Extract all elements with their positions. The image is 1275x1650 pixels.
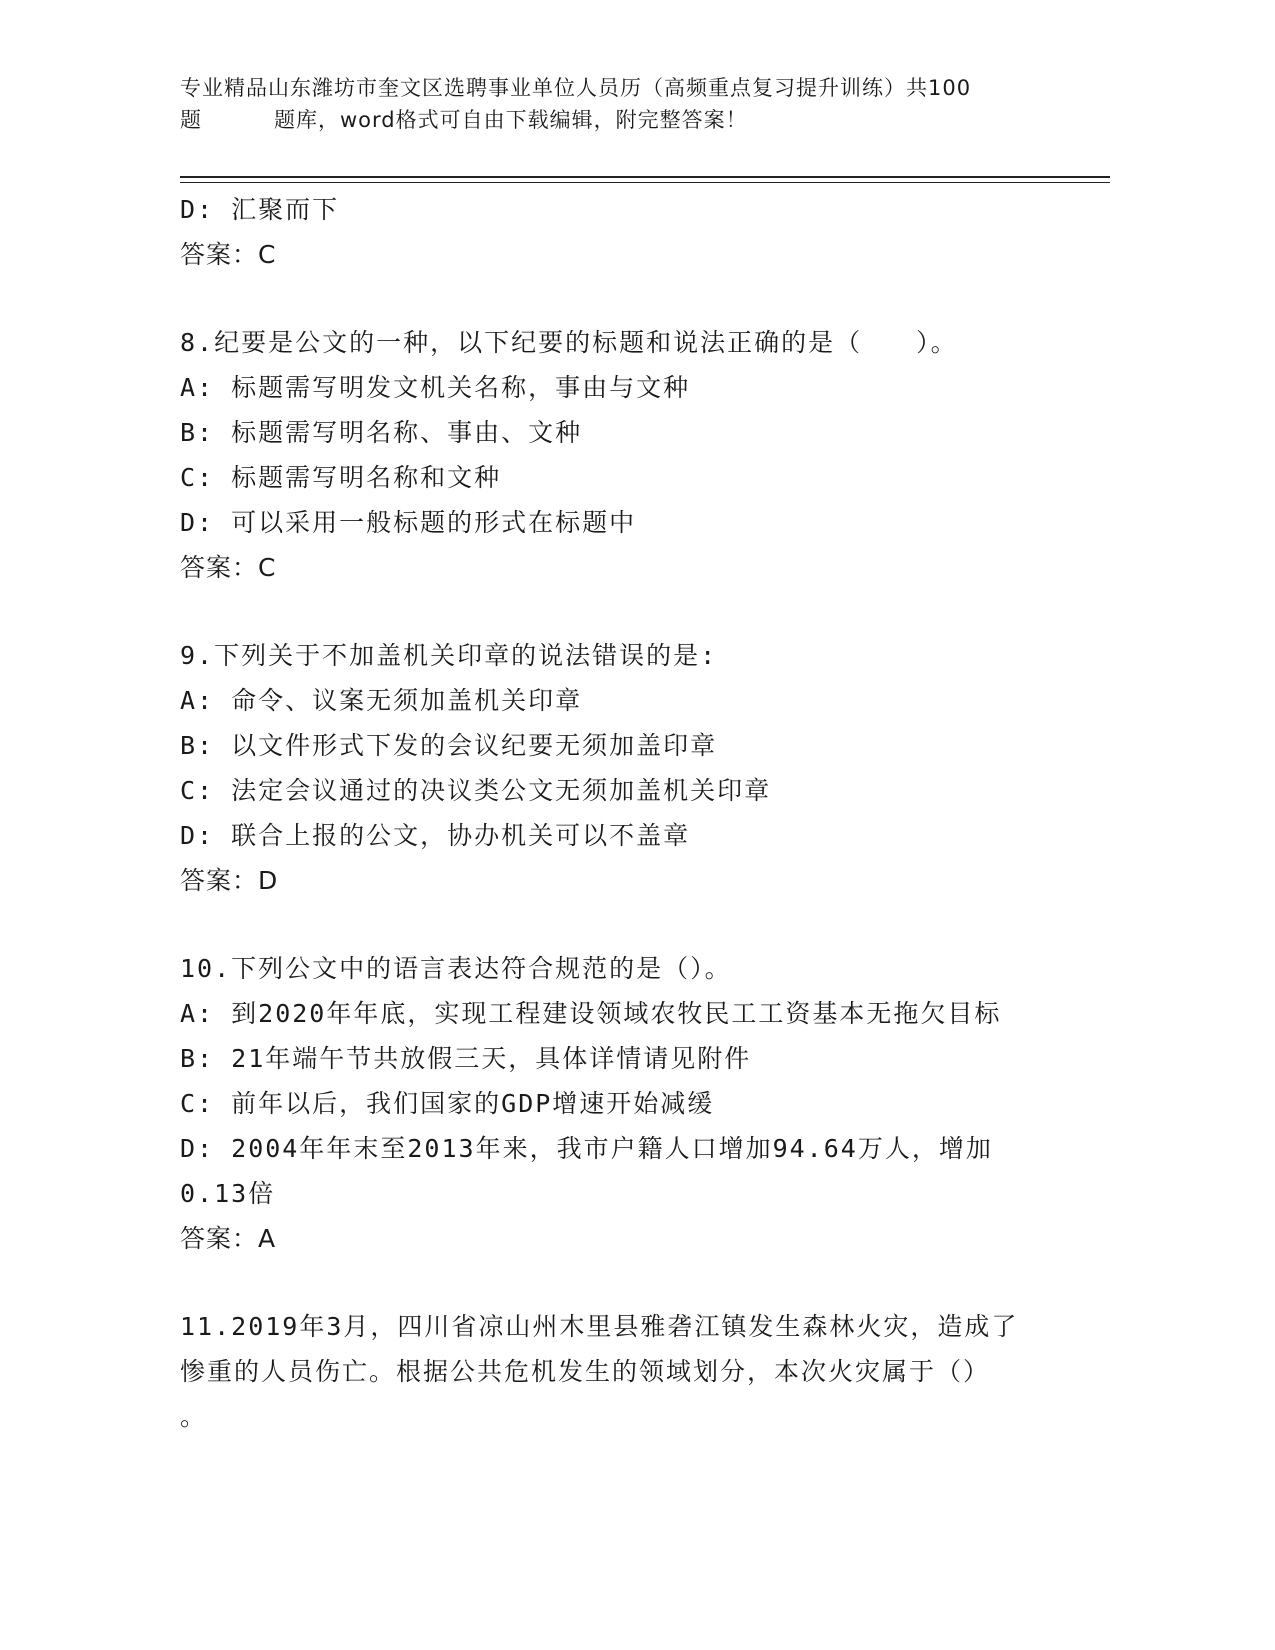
header-line-2-start: 题 xyxy=(180,108,202,132)
header-line-2-rest: 题库，word格式可自由下载编辑，附完整答案！ xyxy=(274,108,748,132)
option-a: A: 到2020年年底，实现工程建设领域农牧民工工资基本无拖欠目标 xyxy=(180,999,1002,1028)
answer-line: 答案：A xyxy=(180,1224,277,1253)
header-line-2 xyxy=(180,104,1110,136)
option-a: A: 标题需写明发文机关名称，事由与文种 xyxy=(180,373,691,402)
option-d: D: 汇聚而下 xyxy=(180,195,340,224)
option-b: B: 标题需写明名称、事由、文种 xyxy=(180,418,583,447)
option-d-continued: 0.13倍 xyxy=(180,1179,276,1208)
question-stem: 8.纪要是公文的一种，以下纪要的标题和说法正确的是（ ）。 xyxy=(180,328,958,357)
option-a: A: 命令、议案无须加盖机关印章 xyxy=(180,686,583,715)
option-b: B: 以文件形式下发的会议纪要无须加盖印章 xyxy=(180,731,718,760)
question-stem: 10.下列公文中的语言表达符合规范的是（）。 xyxy=(180,954,732,983)
question-stem-line-1: 11.2019年3月，四川省凉山州木里县雅砻江镇发生森林火灾，造成了 xyxy=(180,1312,1019,1341)
option-c: C: 前年以后，我们国家的GDP增速开始减缓 xyxy=(180,1089,715,1118)
question-stem: 9.下列关于不加盖机关印章的说法错误的是: xyxy=(180,641,718,670)
page-header xyxy=(180,72,1110,136)
document-page xyxy=(180,0,1110,1650)
option-d: D: 可以采用一般标题的形式在标题中 xyxy=(180,508,637,537)
option-d: D: 2004年年末至2013年来，我市户籍人口增加94.64万人，增加 xyxy=(180,1134,993,1163)
question-stem-line-3: 。 xyxy=(180,1402,208,1431)
option-b: B: 21年端午节共放假三天，具体详情请见附件 xyxy=(180,1044,752,1073)
answer-line: 答案：C xyxy=(180,240,277,269)
option-d: D: 联合上报的公文，协办机关可以不盖章 xyxy=(180,821,691,850)
option-c: C: 标题需写明名称和文种 xyxy=(180,463,502,492)
answer-line: 答案：C xyxy=(180,553,277,582)
question-stem-line-2: 惨重的人员伤亡。根据公共危机发生的领域划分，本次火灾属于（） xyxy=(180,1357,991,1386)
option-c: C: 法定会议通过的决议类公文无须加盖机关印章 xyxy=(180,776,772,805)
header-line-1: 专业精品山东潍坊市奎文区选聘事业单位人员历（高频重点复习提升训练）共100 xyxy=(180,76,972,100)
answer-line: 答案：D xyxy=(180,866,279,895)
header-rule-thick xyxy=(180,176,1110,178)
header-rule-thin xyxy=(180,182,1110,183)
question-body xyxy=(180,187,1040,1439)
